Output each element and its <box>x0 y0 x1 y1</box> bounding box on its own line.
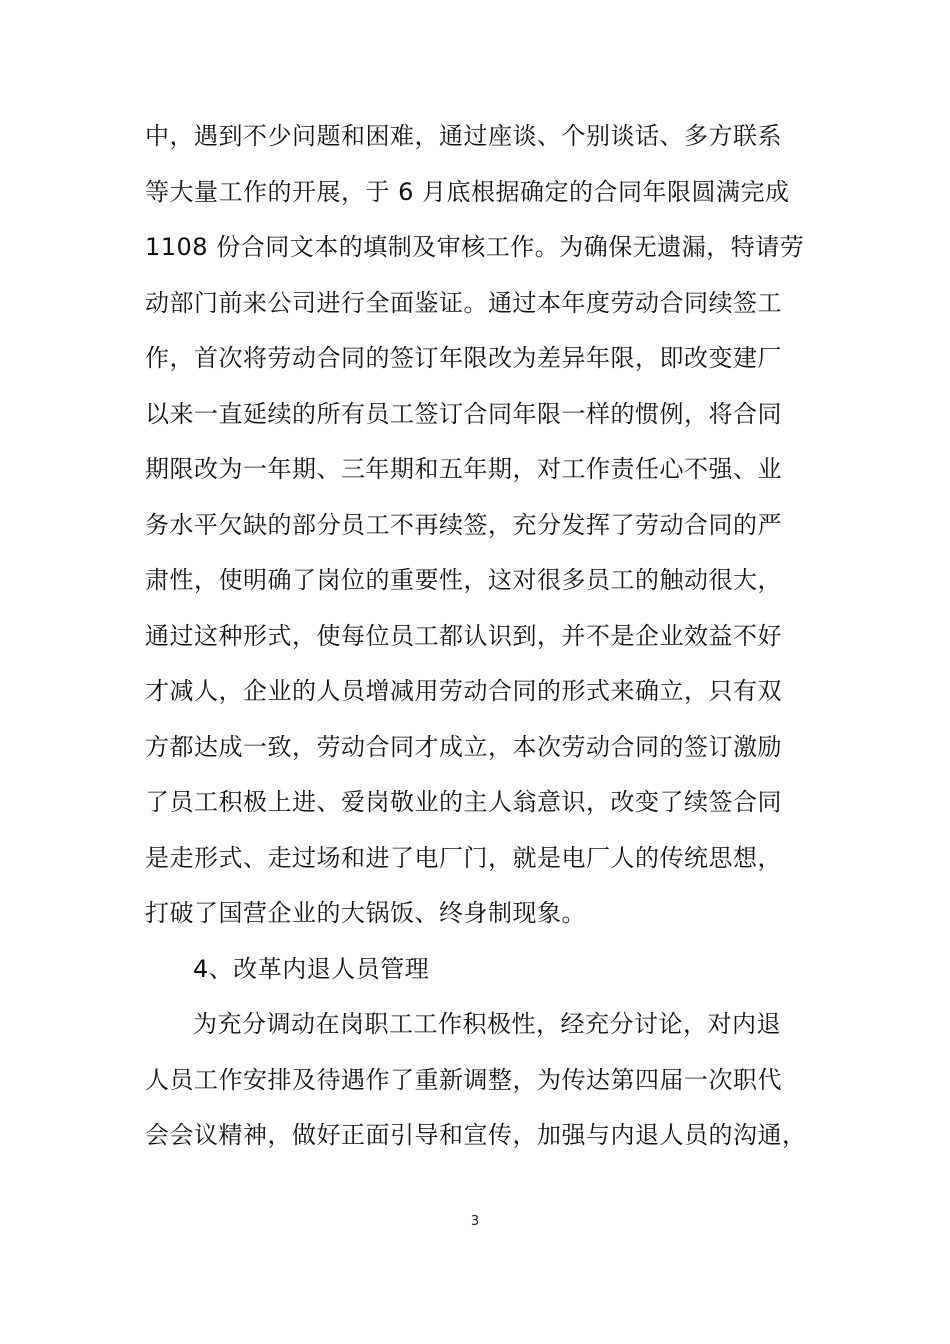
text-line: 是走形式、走过场和进了电厂门，就是电厂人的传统思想， <box>145 844 782 872</box>
page-number: 3 <box>470 1214 480 1229</box>
text-line: 期限改为一年期、三年期和五年期，对工作责任心不强、业 <box>145 455 782 483</box>
text-line: 肃性，使明确了岗位的重要性，这对很多员工的触动很大， <box>145 566 782 594</box>
text-line: 中，遇到不少问题和困难，通过座谈、个别谈话、多方联系 <box>145 122 782 150</box>
text-line: 才减人，企业的人员增减用劳动合同的形式来确立，只有双 <box>145 677 782 705</box>
text-line: 作，首次将劳动合同的签订年限改为差异年限，即改变建厂 <box>145 344 782 372</box>
text-line: 方都达成一致，劳动合同才成立，本次劳动合同的签订激励 <box>145 733 782 761</box>
text-line: 打破了国营企业的大锅饭、终身制现象。 <box>145 899 586 927</box>
text-line: 人员工作安排及待遇作了重新调整，为传达第四届一次职代 <box>145 1066 782 1094</box>
text-line: 会会议精神，做好正面引导和宣传，加强与内退人员的沟通， <box>145 1121 807 1149</box>
text-line: 为充分调动在岗职工工作积极性，经充分讨论，对内退 <box>193 1010 781 1038</box>
text-line: 动部门前来公司进行全面鉴证。通过本年度劳动合同续签工 <box>145 289 782 317</box>
section-heading: 4、改革内退人员管理 <box>193 955 430 983</box>
text-line: 等大量工作的开展，于 6 月底根据确定的合同年限圆满完成 <box>145 178 790 206</box>
text-line: 了员工积极上进、爱岗敬业的主人翁意识，改变了续签合同 <box>145 788 782 816</box>
text-line: 1108 份合同文本的填制及审核工作。为确保无遗漏，特请劳 <box>145 233 805 261</box>
text-line: 以来一直延续的所有员工签订合同年限一样的惯例，将合同 <box>145 400 782 428</box>
text-line: 务水平欠缺的部分员工不再续签，充分发挥了劳动合同的严 <box>145 511 782 539</box>
text-line: 通过这种形式，使每位员工都认识到，并不是企业效益不好 <box>145 622 782 650</box>
